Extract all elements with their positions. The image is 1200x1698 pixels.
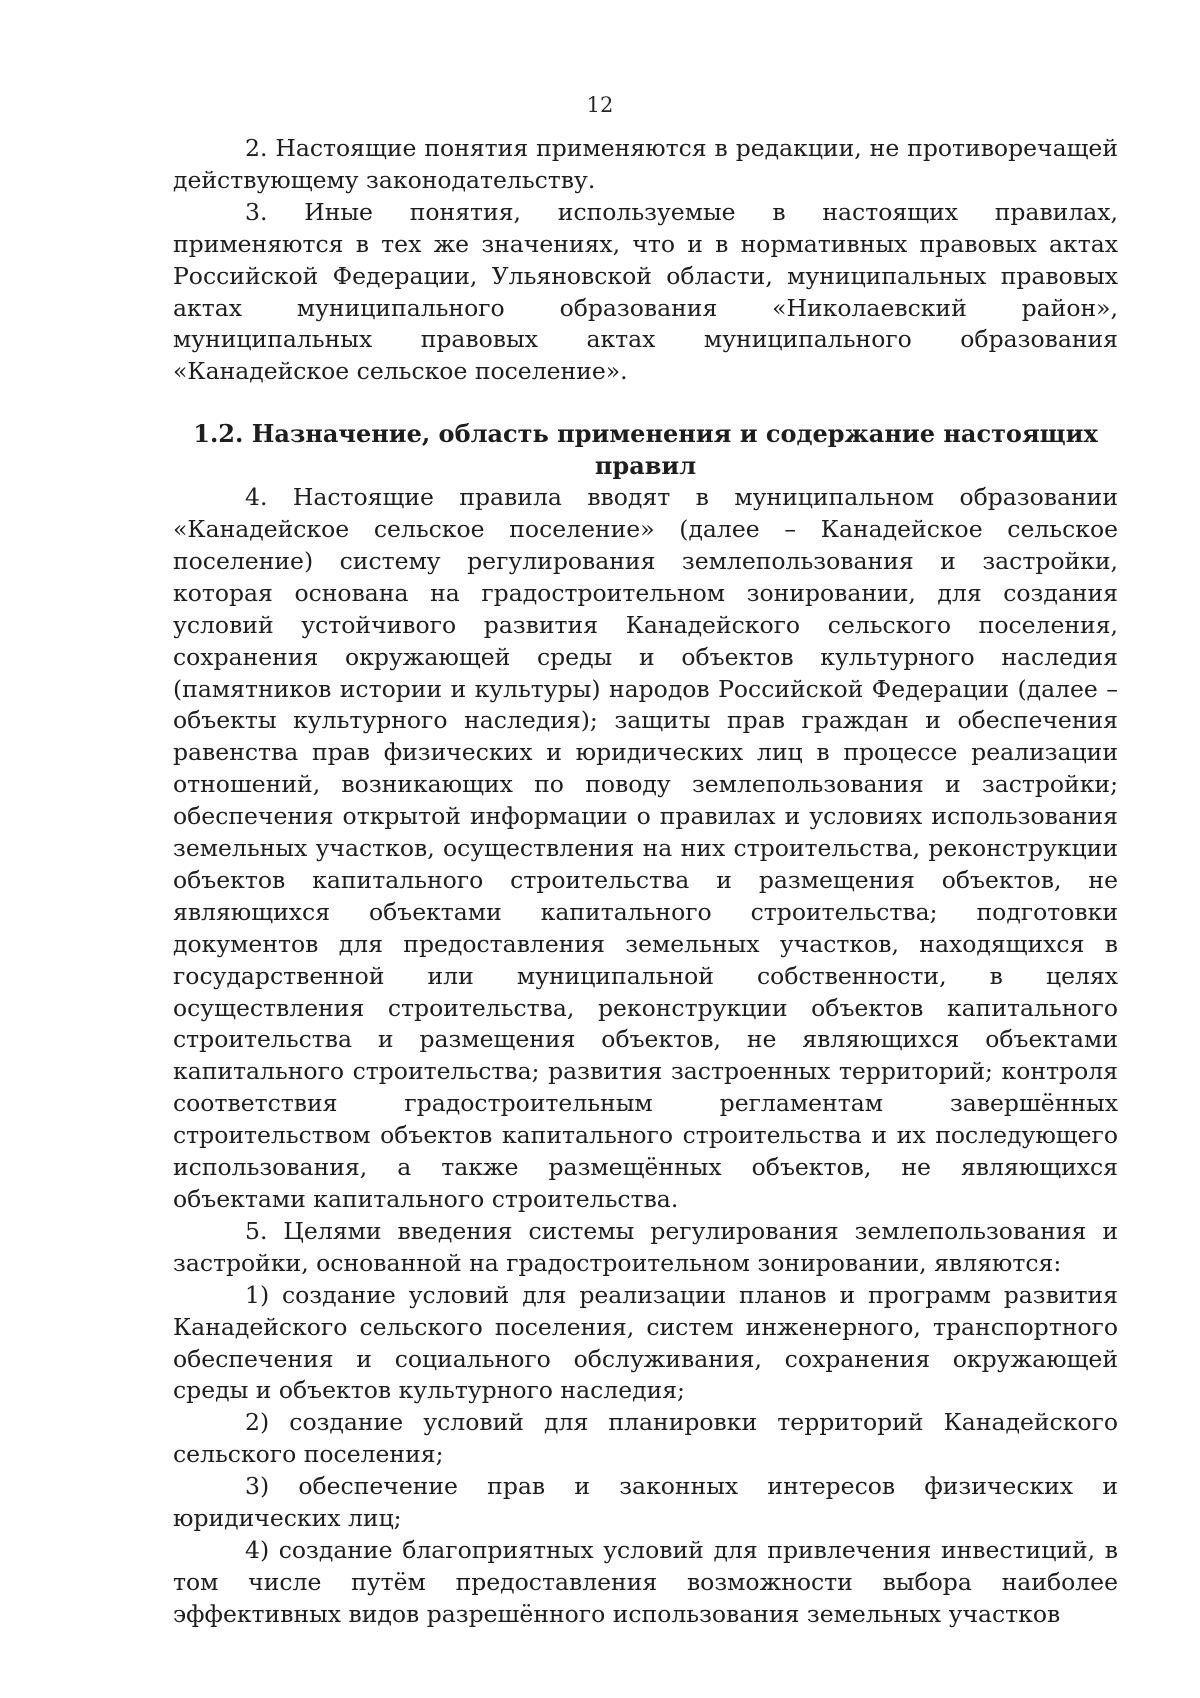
paragraph-2: 2. Настоящие понятия применяются в редакции, не противоречащей действующему законодательству. [173,134,1118,194]
section-spacer [173,388,1118,418]
paragraph-5: 5. Целями введения системы регулирования землепользования и застройки, основанной на градостроительном зонировании, являются: [173,1216,1118,1277]
list-item-3: 3) обеспечение прав и законных интересов физических и юридических лиц; [173,1472,1118,1533]
paragraph-3: 3. Иные понятия, используемые в настоящих правилах, применяются в тех же значениях, что и в нормативных правовых актах Российской Федерации, Ульяновской области, муниципальных правовых актах муниципального образования «Николаевский район», муниципальных правовых актах муниципального образования «Канадейское сельское поселение». [173,197,1118,386]
page-number: 12 [586,93,614,117]
document-body [173,133,1118,1631]
section-heading: 1.2. Назначение, область применения и содержание настоящих правил [193,419,1098,481]
list-item-4: 4) создание благоприятных условий для привлечения инвестиций, в том числе путём предоставления возможности выбора наиболее эффективных видов разрешённого использования земельных участков [173,1535,1118,1628]
list-item-1: 1) создание условий для реализации планов и программ развития Канадейского сельского поселения, систем инженерного, транспортного обеспечения и социального обслуживания, сохранения окружающей среды и объектов культурного наследия; [173,1280,1118,1405]
paragraph-4: 4. Настоящие правила вводят в муниципальном образовании «Канадейское сельское поселение» (далее – Канадейское сельское поселение) систему регулирования землепользования и застройки, которая основана на градостроительном зонировании, для создания условий устойчивого развития Канадейского сельского поселения, сохранения окружающей среды и объектов культурного наследия (памятников истории и культуры) народов Российской Федерации (далее – объекты культурного наследия); защиты прав граждан и обеспечения равенства прав физических и юридических лиц в процессе реализации отношений, возникающих по поводу землепользования и застройки; обеспечения открытой информации о правилах и условиях использования земельных участков, осуществления на них строительства, реконструкции объектов капитального строительства и размещения объектов, не являющихся объектами капитального строительства; подготовки документов для предоставления земельных участков, находящихся в государственной или муниципальной собственности, в целях осуществления строительства, реконструкции объектов капитального строительства и размещения объектов, не являющихся объектами капитального строительства; развития застроенных территорий; контроля соответствия градостроительным регламентам завершённых строительством объектов капитального строительства и их последующего использования, а также размещённых объектов, не являющихся объектами капитального строительства. [173,483,1118,1213]
list-item-2: 2) создание условий для планировки территорий Канадейского сельского поселения; [173,1408,1118,1469]
